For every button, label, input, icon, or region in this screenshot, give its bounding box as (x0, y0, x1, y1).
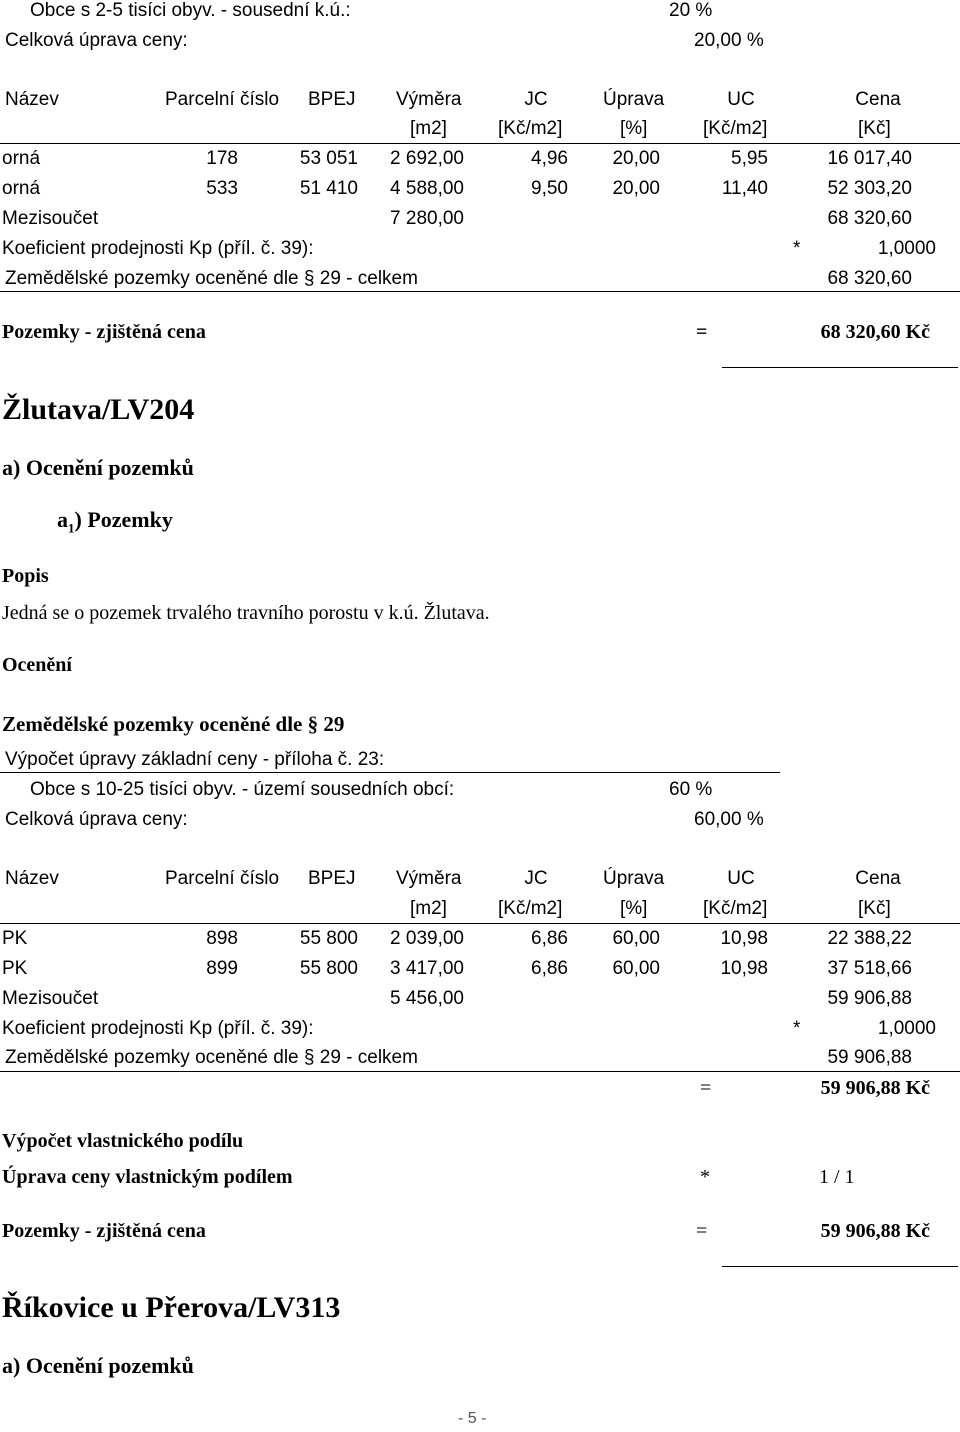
adjustment-label: Obce s 2-5 tisíci obyv. - sousední k.ú.: (30, 0, 351, 21)
col-header-cena: Cena (855, 89, 901, 110)
cell-vymera: 3 417,00 (390, 958, 464, 979)
subtotal-label: Mezisoučet (2, 988, 99, 1009)
equals-value: 59 906,88 Kč (820, 1077, 930, 1099)
unit-uc: [Kč/m2] (703, 118, 768, 139)
cell-parcel: 899 (206, 958, 238, 979)
popis-text: Jedná se o pozemek trvalého travního porostu v k.ú. Žlutava. (2, 602, 490, 624)
unit-cena: [Kč] (858, 118, 891, 139)
unit-uprava: [%] (620, 898, 648, 919)
col-header-nazev: Název (5, 89, 59, 110)
share-adjust-value: 1 / 1 (819, 1166, 855, 1188)
total-row-label (5, 1047, 418, 1069)
cell-parcel: 533 (206, 178, 238, 199)
section-title: Říkovice u Přerova/LV313 (2, 1291, 341, 1324)
col-header-uprava: Úprava (603, 868, 665, 889)
subtotal-vymera: 5 456,00 (390, 988, 464, 1009)
result-rule (722, 1266, 958, 1267)
col-header-uc: UC (727, 868, 755, 889)
cell-uprava: 20,00 (612, 178, 660, 199)
subsubsection-heading (57, 507, 173, 536)
total-row-label-suffix: 29 - celkem (319, 268, 418, 289)
cell-nazev: orná (2, 178, 41, 199)
share-title: Výpočet vlastnického podílu (2, 1130, 244, 1152)
result-value: 68 320,60 Kč (820, 321, 930, 343)
section-title: Žlutava/LV204 (2, 393, 195, 426)
subtotal-cena: 68 320,60 (827, 208, 912, 229)
agri-heading-text: Zemědělské pozemky oceněné dle (2, 712, 303, 736)
agri-heading (2, 712, 344, 737)
cell-parcel: 178 (206, 148, 238, 169)
result-value: 59 906,88 Kč (820, 1220, 930, 1242)
cell-uc: 11,40 (721, 178, 768, 199)
total-rule (0, 1071, 960, 1072)
col-header-cena: Cena (855, 868, 901, 889)
coefficient-value: 1,0000 (877, 238, 936, 259)
coefficient-label: Koeficient prodejnosti Kp (příl. č. 39): (2, 238, 314, 259)
col-header-bpej: BPEJ (308, 89, 356, 110)
cell-jc: 9,50 (531, 178, 568, 199)
share-adjust-operator: * (700, 1166, 710, 1188)
total-adjustment-label: Celková úprava ceny: (5, 30, 188, 51)
cell-nazev: orná (2, 148, 41, 169)
total-row-label-text: Zemědělské pozemky oceněné dle (5, 268, 299, 289)
total-row-label (5, 268, 418, 290)
result-label: Pozemky - zjištěná cena (2, 1220, 206, 1242)
unit-cena: [Kč] (858, 898, 891, 919)
subtotal-label: Mezisoučet (2, 208, 99, 229)
cell-jc: 4,96 (531, 148, 568, 169)
popis-label: Popis (2, 565, 49, 587)
cell-jc: 6,86 (531, 958, 568, 979)
section-sign: § (307, 712, 319, 736)
cell-uc: 10,98 (720, 958, 768, 979)
equals-operator: = (700, 1077, 712, 1099)
total-row-value: 68 320,60 (827, 268, 912, 289)
share-adjust-label: Úprava ceny vlastnickým podílem (2, 1166, 293, 1188)
unit-jc: [Kč/m2] (498, 898, 563, 919)
result-label: Pozemky - zjištěná cena (2, 321, 206, 343)
cell-bpej: 55 800 (299, 958, 358, 979)
col-header-vymera: Výměra (396, 89, 462, 110)
col-header-jc: JC (524, 89, 548, 110)
col-header-vymera: Výměra (396, 868, 462, 889)
result-operator: = (696, 1220, 708, 1242)
total-adjustment-label: Celková úprava ceny: (5, 809, 188, 830)
result-operator: = (696, 321, 708, 343)
total-rule (0, 291, 960, 292)
unit-vymera: [m2] (410, 898, 447, 919)
cell-cena: 37 518,66 (827, 958, 912, 979)
cell-uprava: 20,00 (612, 148, 660, 169)
subtotal-cena: 59 906,88 (827, 988, 912, 1009)
coefficient-value: 1,0000 (877, 1018, 936, 1039)
section-sign: § (303, 268, 315, 289)
adjustment-value: 60 % (669, 779, 713, 800)
total-adjustment-value: 20,00 % (694, 30, 764, 51)
col-header-bpej: BPEJ (308, 868, 356, 889)
subsection-heading: a) Ocenění pozemků (2, 455, 194, 480)
coefficient-label: Koeficient prodejnosti Kp (příl. č. 39): (2, 1018, 314, 1039)
heading-prefix: a (57, 507, 68, 532)
cell-uprava: 60,00 (612, 958, 660, 979)
coefficient-operator: * (793, 1018, 801, 1039)
adjustment-label: Obce s 10-25 tisíci obyv. - území sousedních obcí: (30, 779, 455, 800)
agri-heading-number: 29 (323, 712, 345, 736)
page-number: - 5 - (458, 1410, 487, 1427)
cell-bpej: 51 410 (299, 178, 358, 199)
subsection-heading: a) Ocenění pozemků (2, 1353, 194, 1378)
col-header-uprava: Úprava (603, 89, 665, 110)
unit-uc: [Kč/m2] (703, 898, 768, 919)
header-rule (0, 143, 960, 144)
result-rule (722, 367, 958, 368)
cell-vymera: 2 039,00 (390, 928, 464, 949)
col-header-parcel: Parcelní číslo (165, 89, 280, 110)
cell-vymera: 2 692,00 (390, 148, 464, 169)
cell-cena: 52 303,20 (827, 178, 912, 199)
col-header-nazev: Název (5, 868, 59, 889)
oceneni-label: Ocenění (2, 654, 72, 676)
unit-vymera: [m2] (410, 118, 447, 139)
col-header-uc: UC (727, 89, 755, 110)
cell-nazev: PK (2, 928, 28, 949)
cell-uc: 5,95 (731, 148, 768, 169)
heading-suffix: ) Pozemky (74, 507, 173, 532)
cell-cena: 16 017,40 (827, 148, 912, 169)
cell-jc: 6,86 (531, 928, 568, 949)
heading-subscript: 1 (68, 520, 75, 536)
adjustment-value: 20 % (669, 0, 713, 21)
calc-title: Výpočet úpravy základní ceny - příloha č. 23: (5, 749, 385, 770)
total-row-label-text: Zemědělské pozemky oceněné dle (5, 1047, 299, 1068)
header-rule (0, 923, 960, 924)
total-adjustment-value: 60,00 % (694, 809, 764, 830)
calc-title-rule (0, 772, 780, 773)
cell-cena: 22 388,22 (827, 928, 912, 949)
cell-bpej: 55 800 (299, 928, 358, 949)
coefficient-operator: * (793, 238, 801, 259)
cell-uc: 10,98 (720, 928, 768, 949)
subtotal-vymera: 7 280,00 (390, 208, 464, 229)
cell-parcel: 898 (206, 928, 238, 949)
section-sign: § (303, 1047, 315, 1068)
total-row-label-suffix: 29 - celkem (319, 1047, 418, 1068)
col-header-jc: JC (524, 868, 548, 889)
cell-vymera: 4 588,00 (390, 178, 464, 199)
unit-jc: [Kč/m2] (498, 118, 563, 139)
col-header-parcel: Parcelní číslo (165, 868, 280, 889)
cell-uprava: 60,00 (612, 928, 660, 949)
unit-uprava: [%] (620, 118, 648, 139)
cell-bpej: 53 051 (299, 148, 358, 169)
total-row-value: 59 906,88 (827, 1047, 912, 1068)
cell-nazev: PK (2, 958, 28, 979)
